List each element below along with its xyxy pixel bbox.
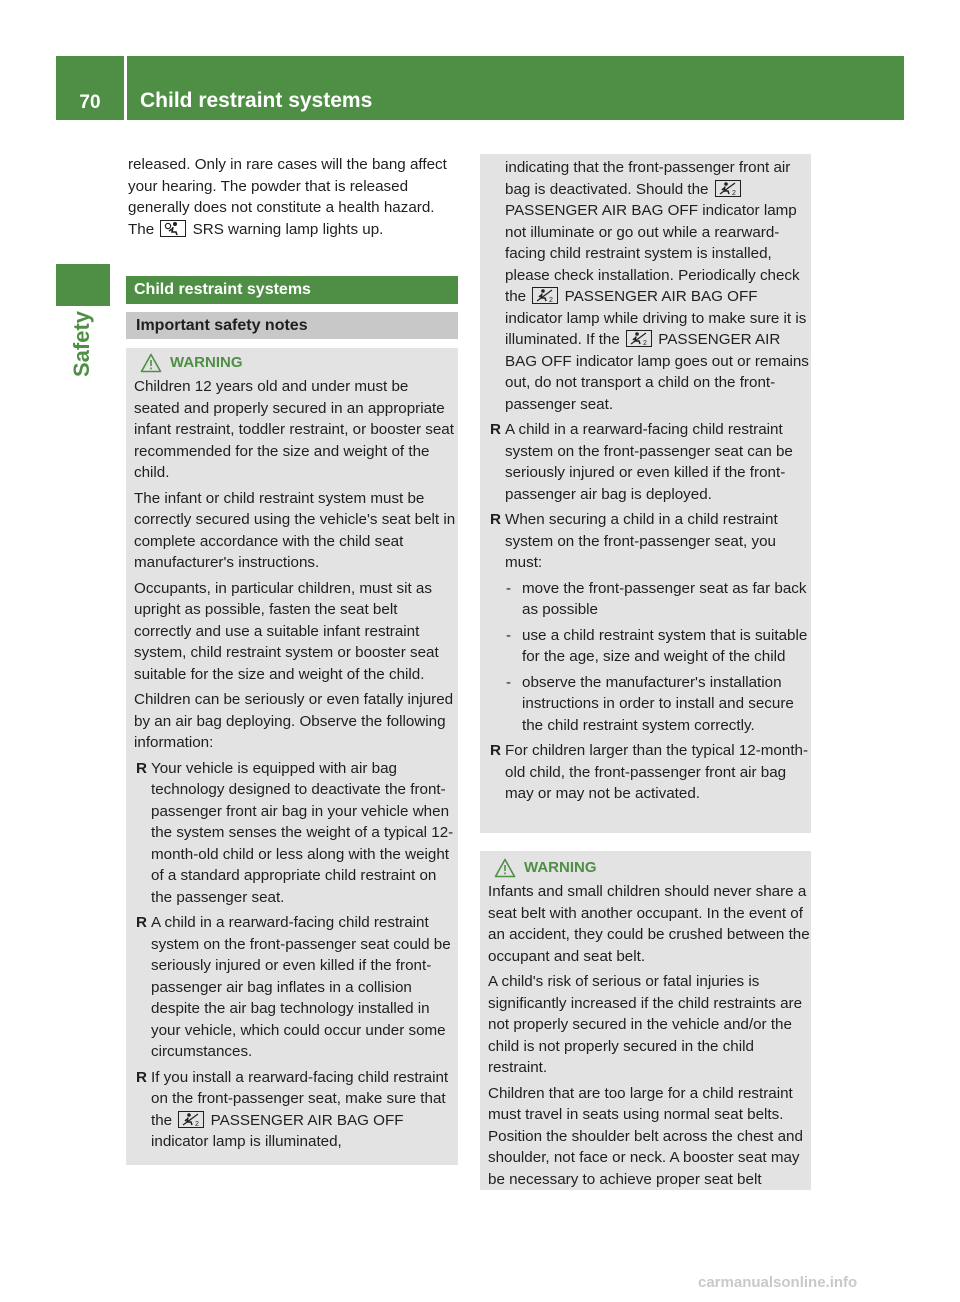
sub-list-item: - observe the manufacturer's installation instructions in order to install and secure the child restraint system correctly. [506, 673, 794, 734]
bullet-mark: R [490, 742, 501, 759]
sub-heading: Important safety notes [126, 312, 458, 339]
side-tab-block [56, 264, 110, 306]
intro-paragraph: released. Only in rare cases will the bang affect your hearing. The powder that is released generally does not constitute a health hazard. The SRS warning lamp lights up. [128, 156, 447, 238]
bullet-mark: R [136, 1068, 147, 1086]
list-item: R If you install a rearward-facing child restraint on the front-passenger seat, make sure that the 2 PASSENGER AIR BAG OFF indicator lamp is illuminated, [136, 1068, 449, 1150]
warning-paragraph: Children that are too large for a child restraint must travel in seats using normal seat belts. Position the shoulder belt across the chest and shoulder, not face or neck. A booster seat may be necessary to achieve proper seat belt [488, 1084, 803, 1188]
passenger-airbag-off-icon [532, 287, 558, 304]
warning-paragraph: Infants and small children should never share a seat belt with another occupant. In the event of an accident, they could be crushed between the occupant and seat belt. [488, 883, 810, 965]
svg-text:2: 2 [549, 297, 554, 304]
watermark: carmanualsonline.info [698, 1274, 858, 1291]
warning-paragraph: Occupants, in particular children, must sit as upright as possible, fasten the seat belt correctly and use a suitable infant restraint system, child restraint system or booster seat suitable for the size and weight of the child. [134, 579, 439, 683]
dash-mark: - [506, 626, 512, 644]
bullet-mark: R [136, 759, 147, 777]
list-item: R When securing a child in a child restraint system on the front-passenger seat, you must: [490, 511, 778, 571]
warning-paragraph: Children 12 years old and under must be seated and properly secured in an appropriate infant restraint, toddler restraint, or booster seat recommended for the size and weight of the child. [134, 378, 454, 481]
header-separator [124, 56, 127, 120]
svg-text:2: 2 [195, 1120, 200, 1128]
bullet-mark: R [136, 914, 147, 931]
right-column [480, 154, 811, 1190]
dash-mark: - [506, 673, 512, 691]
continued-warning-box [480, 154, 811, 833]
list-item: R Your vehicle is equipped with air bag technology designed to deactivate the front-passenger front air bag in your vehicle when the system senses the weight of a typical 12-month-old child or less along with the weight of a standard appropriate child restraint on the passenger seat. [136, 759, 454, 906]
passenger-airbag-off-icon [715, 180, 741, 197]
left-column [126, 154, 458, 1165]
warning-triangle-icon [140, 353, 162, 373]
warning-box [126, 348, 458, 1165]
passenger-airbag-off-icon [626, 330, 652, 347]
bullet-mark: R [490, 421, 501, 438]
warning-paragraph: Children can be seriously or even fatally injured by an air bag deploying. Observe the following information: [134, 691, 454, 751]
page-title: Child restraint systems [140, 89, 373, 112]
warning-paragraph: A child's risk of serious or fatal injuries is significantly increased if the child restraints are not properly secured in the vehicle and/or the child is not properly secured in the child restraint. [488, 973, 803, 1076]
svg-text:2: 2 [643, 340, 647, 347]
svg-text:2: 2 [731, 189, 736, 197]
side-section-label: Safety [69, 310, 94, 378]
passenger-airbag-off-icon [178, 1111, 204, 1128]
warning-title: WARNING [488, 857, 811, 879]
warning-title: WARNING [134, 352, 458, 374]
bullet-mark: R [490, 511, 501, 528]
page-number: 70 [79, 92, 101, 113]
warning-paragraph: The infant or child restraint system must be correctly secured using the vehicle's seat belt in complete accordance with the child seat manufacturer's instructions. [134, 489, 456, 571]
warning-box-2 [480, 851, 811, 1190]
section-heading: Child restraint systems [126, 276, 458, 304]
sub-list-item: - use a child restraint system that is suitable for the age, size and weight of the child [506, 626, 808, 665]
warning-triangle-icon [494, 858, 516, 878]
sub-list-item: - move the front-passenger seat as far back as possible [506, 579, 807, 618]
list-item-continued: indicating that the front-passenger front air bag is deactivated. Should the 2 PASSENGER AIR BAG OFF indicator lamp not illuminate or go out while a rearward-facing child restraint system is installed, please check installation. Periodically check the 2 PASSENGER AIR BAG OFF indicator lamp while driving to make sure it is illuminated. If the 2 PASSENGER AIR BAG OFF indicator lamp goes out or remains out, do not transport a child on the front-passenger seat. [505, 159, 809, 413]
dash-mark: - [506, 579, 512, 597]
list-item: R A child in a rearward-facing child restraint system on the front-passenger seat could be seriously injured or even killed if the front-passenger air bag inflates in a collision despite the air bag technology installed in your vehicle, which could occur under some circumstances. [136, 914, 451, 1060]
srs-warning-lamp-icon [160, 220, 186, 237]
list-item: R For children larger than the typical 12-month-old child, the front-passenger front air bag may or may not be activated. [490, 742, 809, 802]
list-item: R A child in a rearward-facing child restraint system on the front-passenger seat can be seriously injured or even killed if the front-passenger air bag is deployed. [490, 421, 793, 503]
